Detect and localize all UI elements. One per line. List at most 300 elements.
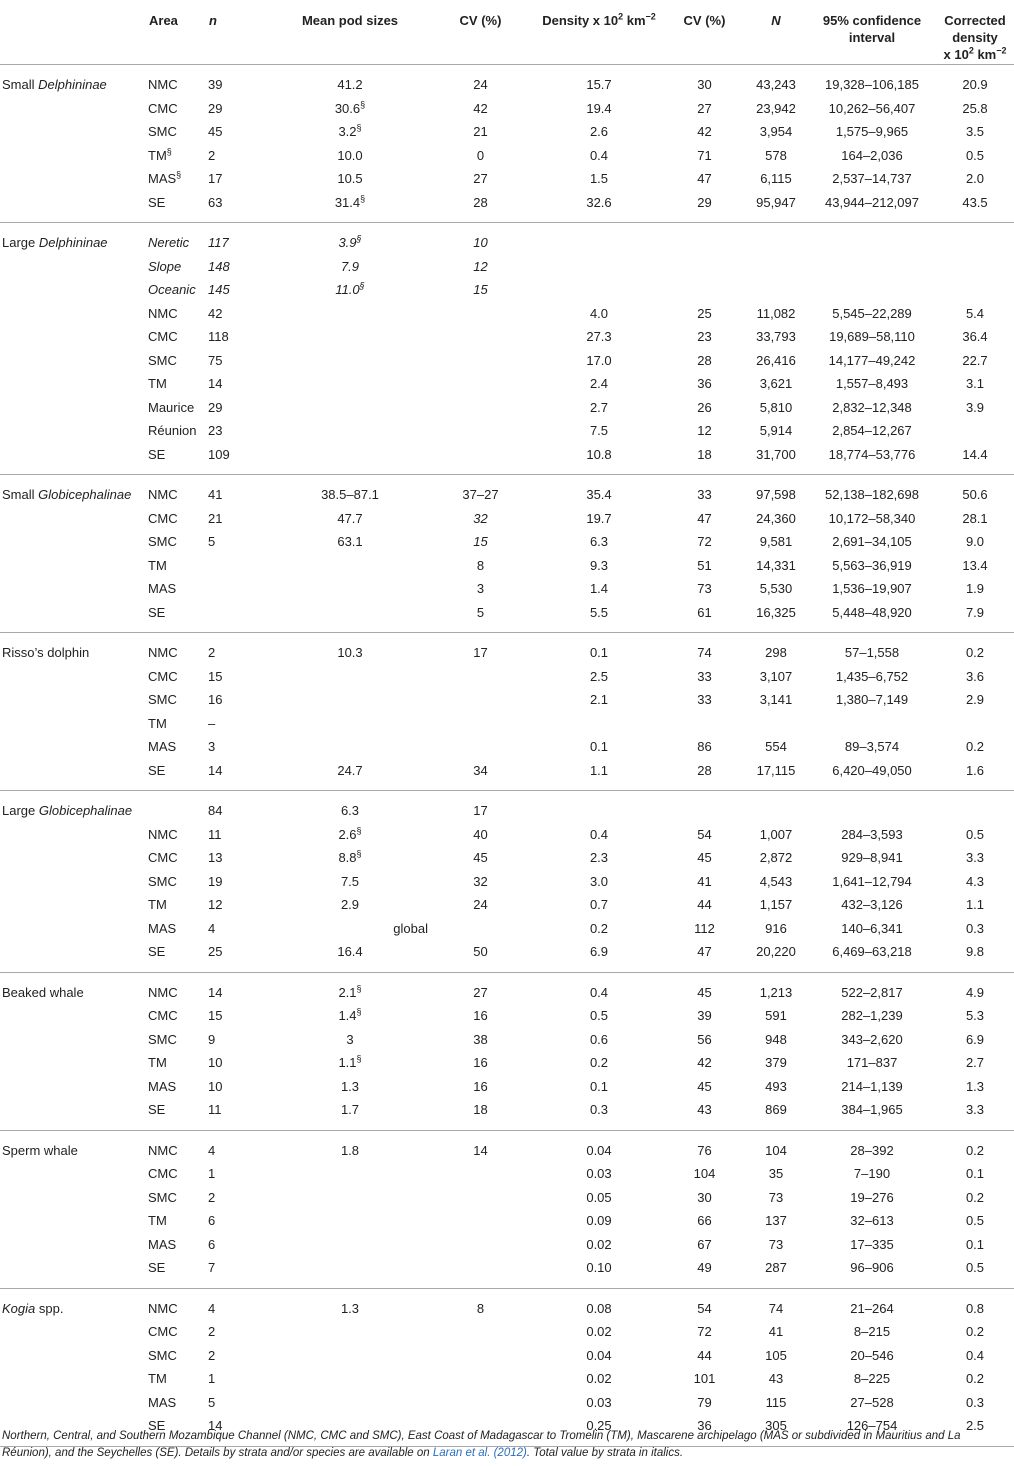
area-cell — [148, 372, 208, 396]
table-row — [0, 846, 1014, 870]
area-value: TM — [148, 147, 167, 163]
n-cell: 2 — [208, 645, 216, 660]
cv2-cell: 45 — [697, 850, 712, 865]
mean-pod-value: 63.1 — [337, 534, 363, 549]
density-cell: 0.7 — [589, 897, 609, 912]
cv2-cell: 86 — [697, 739, 712, 754]
table-row — [0, 601, 1014, 633]
table-footnote: Northern, Central, and Southern Mozambique Channel (NMC, CMC and SMC), East Coast of Madagascar to Tromelin (TM), Mascarene archipelago (MAS or subdivided in Mauritius and La Réunion), and the Seychelles (SE). Details by strata and/or species are available on Laran et al. (2012). Total value by strata in italics. — [2, 1430, 961, 1459]
species-cell — [0, 1344, 148, 1368]
mean-pod-value: 30.6 — [334, 100, 361, 116]
cv1-cell — [428, 372, 533, 396]
n-cell: 23 — [208, 423, 223, 438]
cv1-cell: 50 — [428, 940, 533, 972]
species-cell — [0, 278, 148, 302]
ci-cell: 2,832–12,348 — [832, 399, 912, 415]
species-cell — [0, 1288, 148, 1320]
header-ci: 95% confidence interval — [808, 0, 936, 65]
density-cell: 0.10 — [533, 1256, 665, 1288]
area-value: SMC — [148, 1031, 177, 1047]
table-row — [0, 255, 1014, 279]
species-cell — [0, 1051, 148, 1075]
species-cell — [0, 120, 148, 144]
area-value: Maurice — [148, 399, 195, 415]
n-cell: 75 — [208, 352, 223, 368]
ci-cell: 6,420–49,050 — [808, 759, 936, 791]
area-value: CMC — [148, 329, 178, 344]
cv1-cell: 16 — [473, 1078, 488, 1094]
area-value: MAS — [148, 1078, 177, 1094]
mean-pod-cell — [272, 1320, 428, 1344]
area-value: TM — [148, 376, 167, 391]
cv1-cell: 16 — [473, 1055, 488, 1070]
cv1-cell — [428, 1256, 533, 1288]
species-cell — [0, 144, 148, 168]
ci-cell — [808, 278, 936, 302]
density-cell: 2.7 — [589, 399, 609, 415]
cv1-cell — [428, 419, 533, 443]
header-cv2: CV (%) — [665, 0, 744, 65]
area-value: MAS — [148, 1236, 177, 1252]
density-cell: 0.25 — [533, 1414, 665, 1446]
cv1-cell — [428, 665, 533, 689]
density-cell: 0.08 — [586, 1300, 612, 1316]
mean-pod-cell — [272, 372, 428, 396]
area-value: SMC — [148, 692, 177, 707]
n-cell: 14 — [208, 984, 223, 1000]
abundance-cell: 17,115 — [744, 759, 808, 791]
mean-pod-value: 10.5 — [337, 171, 363, 186]
mean-pod-value: 1.1 — [338, 1055, 357, 1070]
table-row — [0, 507, 1014, 531]
abundance-cell: 4,543 — [759, 873, 793, 889]
area-cell — [148, 791, 208, 823]
area-cell — [148, 870, 208, 894]
n-cell: 3 — [208, 739, 216, 754]
header-row — [0, 0, 1014, 65]
abundance-cell: 73 — [768, 1236, 784, 1252]
density-cell: 19.7 — [586, 510, 612, 526]
n-cell: 84 — [208, 803, 223, 818]
mean-pod-value: 1.8 — [340, 1142, 360, 1158]
n-cell: 4 — [208, 1142, 216, 1158]
species-cell — [0, 665, 148, 689]
table-body — [0, 65, 1014, 1447]
species-cell — [0, 372, 148, 396]
mean-pod-cell — [272, 712, 428, 736]
ci-cell: 18,774–53,776 — [808, 443, 936, 475]
corrected-density-cell: 3.1 — [965, 376, 985, 391]
density-cell — [533, 791, 665, 823]
ci-cell: 522–2,817 — [841, 984, 903, 1000]
section-mark: § — [356, 233, 362, 244]
abundance-cell: 3,107 — [759, 668, 793, 684]
abundance-cell: 5,810 — [759, 399, 793, 415]
corrected-density-cell: 28.1 — [962, 510, 988, 526]
density-cell: 0.5 — [589, 1008, 609, 1023]
cv2-cell: 104 — [693, 1166, 716, 1181]
table-row — [0, 1233, 1014, 1257]
area-cell — [148, 120, 208, 144]
area-cell — [148, 712, 208, 736]
cv2-cell: 44 — [697, 1347, 712, 1363]
area-cell — [148, 223, 208, 255]
species-genus: Kogia — [2, 1300, 36, 1316]
ci-cell: 164–2,036 — [841, 147, 903, 163]
cv2-cell: 101 — [693, 1371, 716, 1386]
density-cell: 0.4 — [589, 147, 609, 163]
abundance-cell: 23,942 — [756, 100, 796, 116]
abundance-cell: 95,947 — [744, 191, 808, 223]
mean-pod-cell — [272, 554, 428, 578]
table-row — [0, 191, 1014, 223]
area-cell — [148, 167, 208, 191]
species-name: Large — [2, 235, 39, 250]
abundance-cell: 2,872 — [759, 850, 793, 865]
area-cell — [148, 302, 208, 326]
citation-link[interactable]: Laran et al. (2012) — [432, 1447, 527, 1459]
density-cell: 2.4 — [589, 376, 609, 391]
cv1-cell: 38 — [473, 1031, 488, 1047]
n-cell: 6 — [208, 1236, 216, 1252]
abundance-cell: 24,360 — [756, 510, 796, 526]
abundance-cell: 6,115 — [760, 171, 792, 186]
abundance-cell: 11,082 — [756, 305, 796, 321]
ci-cell: 57–1,558 — [844, 645, 900, 660]
cv1-cell — [428, 1186, 533, 1210]
cv2-cell: 23 — [697, 329, 712, 344]
n-cell: 5 — [208, 1394, 216, 1410]
n-cell: 14 — [208, 759, 272, 791]
n-cell: 4 — [208, 1300, 216, 1316]
n-cell: 25 — [208, 940, 272, 972]
cv1-cell: 18 — [428, 1098, 533, 1130]
mean-pod-cell — [272, 302, 428, 326]
n-cell: 39 — [208, 77, 223, 92]
ci-cell: 52,138–182,698 — [825, 487, 919, 502]
table-row — [0, 349, 1014, 373]
cv2-cell: 25 — [697, 305, 712, 321]
n-cell: 17 — [208, 171, 223, 186]
cv1-cell: 28 — [428, 191, 533, 223]
mean-pod-cell — [272, 1288, 428, 1320]
mean-pod-cell — [272, 1209, 428, 1233]
mean-pod-value: 1.3 — [340, 1300, 360, 1316]
mean-pod-cell — [272, 419, 428, 443]
area-cell — [148, 1075, 208, 1099]
n-cell: 2 — [208, 1324, 216, 1339]
density-cell: 0.1 — [589, 1078, 609, 1094]
cv1-cell — [428, 688, 533, 712]
ci-cell — [808, 712, 936, 736]
species-cell — [0, 507, 148, 531]
corrected-density-cell: 2.0 — [965, 171, 985, 186]
species-name: Large — [2, 803, 39, 818]
mean-pod-cell — [272, 893, 428, 917]
area-cell — [148, 191, 208, 223]
mean-pod-cell — [272, 97, 428, 121]
cv2-cell: 112 — [694, 920, 715, 936]
table-row — [0, 972, 1014, 1004]
mean-pod-cell — [272, 1162, 428, 1186]
abundance-cell: 3,141 — [759, 692, 793, 707]
n-cell: 42 — [208, 305, 223, 321]
cv1-cell: 27 — [473, 984, 488, 1000]
cv2-cell: 76 — [697, 1142, 712, 1158]
species-cell — [0, 870, 148, 894]
ci-cell: 19–276 — [850, 1189, 894, 1205]
density-cell: 0.4 — [589, 984, 609, 1000]
abundance-cell: 3,954 — [759, 124, 793, 139]
species-name: Beaked whale — [2, 984, 84, 1000]
ci-cell — [808, 255, 936, 279]
cv1-cell — [428, 712, 533, 736]
area-value: SMC — [148, 124, 177, 139]
ci-cell: 43,944–212,097 — [808, 191, 936, 223]
area-value: SE — [148, 762, 166, 778]
table-row — [0, 475, 1014, 507]
mean-pod-cell — [272, 823, 428, 847]
area-cell — [148, 1028, 208, 1052]
table-row — [0, 823, 1014, 847]
mean-pod-value: 1.3 — [340, 1078, 360, 1094]
cv1-cell: 21 — [473, 124, 488, 139]
ci-cell: 171–837 — [846, 1055, 898, 1070]
corrected-density-cell: 0.5 — [965, 1213, 985, 1228]
corrected-density-cell: 6.9 — [965, 1031, 985, 1047]
corrected-density-cell: 0.5 — [965, 147, 985, 163]
cv2-cell: 74 — [697, 645, 712, 660]
species-name: Sperm whale — [2, 1142, 78, 1158]
area-cell — [148, 278, 208, 302]
table-row — [0, 1075, 1014, 1099]
area-value: SE — [148, 944, 166, 959]
cv1-cell — [428, 1162, 533, 1186]
ci-cell: 384–1,965 — [808, 1098, 936, 1130]
cv1-cell: 5 — [428, 601, 533, 633]
header-N: N — [744, 0, 808, 65]
corrected-density-cell: 25.8 — [962, 100, 988, 116]
cv2-cell: 27 — [697, 100, 712, 116]
species-cell — [0, 97, 148, 121]
corrected-density-cell: 4.3 — [965, 873, 985, 889]
mean-pod-value: 41.2 — [337, 77, 363, 92]
abundance-cell: 43,243 — [756, 77, 796, 92]
n-cell: 10 — [208, 1078, 223, 1094]
n-cell: 10 — [208, 1055, 223, 1070]
cv1-cell — [428, 1233, 533, 1257]
corrected-density-cell — [936, 223, 1014, 255]
cv1-cell — [428, 1209, 533, 1233]
corrected-density-cell — [936, 791, 1014, 823]
abundance-cell: 1,213 — [759, 984, 793, 1000]
area-value: SE — [148, 1102, 166, 1117]
ci-cell: 27–528 — [850, 1394, 894, 1410]
ci-cell: 28–392 — [850, 1142, 894, 1158]
cv2-cell: 33 — [697, 692, 712, 707]
density-cell — [533, 278, 665, 302]
area-value: MAS — [148, 739, 177, 754]
corrected-density-cell: 22.7 — [962, 352, 988, 368]
ci-cell: 19,328–106,185 — [825, 77, 919, 92]
density-cell: 5.5 — [533, 601, 665, 633]
area-value: CMC — [148, 1008, 178, 1023]
abundance-cell: 493 — [765, 1078, 787, 1094]
n-cell — [208, 554, 272, 578]
mean-pod-cell — [272, 1256, 428, 1288]
density-cell — [533, 255, 665, 279]
species-cell — [0, 223, 148, 255]
species-cell — [0, 917, 148, 941]
cv2-cell — [665, 278, 744, 302]
area-cell — [148, 255, 208, 279]
abundance-cell: 16,325 — [744, 601, 808, 633]
ci-cell: 10,172–58,340 — [828, 510, 916, 526]
area-value: NMC — [148, 487, 178, 502]
cv2-cell — [665, 223, 744, 255]
cv1-cell: 12 — [473, 258, 488, 274]
area-cell — [148, 735, 208, 759]
corrected-density-cell: 2.9 — [965, 692, 985, 707]
area-cell — [148, 443, 208, 475]
area-cell — [148, 1256, 208, 1288]
density-cell: 2.3 — [589, 850, 609, 865]
area-value: CMC — [148, 1166, 178, 1181]
section-mark: § — [356, 1006, 362, 1017]
section-mark: § — [176, 169, 182, 180]
cv1-cell: 8 — [476, 557, 485, 573]
area-cell — [148, 419, 208, 443]
n-cell: 1 — [208, 1371, 216, 1386]
area-cell — [148, 1344, 208, 1368]
corrected-density-cell: 9.0 — [965, 534, 985, 549]
mean-pod-cell — [272, 870, 428, 894]
abundance-cell: 105 — [765, 1347, 787, 1363]
mean-pod-cell — [272, 1391, 428, 1415]
area-cell — [148, 507, 208, 531]
area-cell — [148, 530, 208, 554]
mean-pod-cell — [272, 167, 428, 191]
area-value: NMC — [148, 984, 178, 1000]
area-cell — [148, 1209, 208, 1233]
table-row — [0, 65, 1014, 97]
area-cell — [148, 893, 208, 917]
corrected-density-cell: 0.2 — [965, 1371, 985, 1386]
ci-cell: 214–1,139 — [841, 1078, 903, 1094]
cv1-cell: 16 — [473, 1008, 488, 1023]
cv2-cell: 45 — [697, 1078, 712, 1094]
abundance-cell: 379 — [765, 1055, 787, 1070]
ci-cell: 32–613 — [850, 1213, 894, 1228]
species-cell — [0, 688, 148, 712]
table-row — [0, 167, 1014, 191]
area-value: SMC — [148, 1347, 177, 1363]
mean-pod-cell — [272, 972, 428, 1004]
mean-pod-cell — [272, 688, 428, 712]
cv1-cell — [428, 396, 533, 420]
cv1-cell — [428, 325, 533, 349]
species-cell — [0, 1256, 148, 1288]
species-cell — [0, 396, 148, 420]
corrected-density-cell — [936, 255, 1014, 279]
area-cell — [148, 1320, 208, 1344]
cv1-cell — [428, 1391, 533, 1415]
mean-pod-cell — [272, 65, 428, 97]
corrected-density-cell: 0.3 — [965, 920, 985, 936]
abundance-cell: 9,581 — [759, 534, 793, 549]
mean-pod-value: 2.1 — [338, 984, 357, 1000]
cv1-cell: 14 — [473, 1142, 488, 1158]
cv2-cell: 71 — [697, 147, 712, 163]
mean-pod-value: 2.9 — [340, 897, 360, 912]
n-cell: 45 — [208, 124, 223, 139]
ci-cell: 8–225 — [853, 1371, 891, 1386]
density-cell: 35.4 — [586, 487, 612, 502]
table-row — [0, 735, 1014, 759]
corrected-density-cell: 0.5 — [965, 826, 985, 842]
abundance-cell — [744, 278, 808, 302]
ci-cell: 7–190 — [853, 1166, 891, 1181]
mean-pod-value: 6.3 — [340, 803, 360, 818]
ci-cell: 2,854–12,267 — [832, 423, 912, 438]
area-cell — [148, 1288, 208, 1320]
density-cell: 0.6 — [589, 1031, 609, 1047]
corrected-density-cell: 0.2 — [965, 739, 985, 754]
area-cell — [148, 633, 208, 665]
cv1-cell: 40 — [473, 826, 488, 842]
section-mark: § — [359, 280, 365, 291]
ci-cell: 21–264 — [850, 1300, 894, 1316]
species-cell — [0, 1098, 148, 1130]
table-row — [0, 302, 1014, 326]
cv2-cell: 54 — [697, 826, 712, 842]
species-cell — [0, 1209, 148, 1233]
area-cell — [148, 1391, 208, 1415]
area-cell — [148, 349, 208, 373]
ci-cell: 1,575–9,965 — [835, 124, 909, 139]
species-name: Small — [2, 77, 39, 92]
corrected-density-cell — [936, 712, 1014, 736]
mean-pod-value: global — [393, 920, 428, 936]
table-row — [0, 1344, 1014, 1368]
area-value: CMC — [148, 100, 178, 116]
area-cell — [148, 1233, 208, 1257]
abundance-cell: 948 — [765, 1031, 787, 1047]
species-cell — [0, 1162, 148, 1186]
table-row — [0, 940, 1014, 972]
ci-cell: 282–1,239 — [841, 1008, 903, 1023]
cv1-cell: 32 — [473, 873, 488, 889]
species-cell — [0, 972, 148, 1004]
area-cell — [148, 846, 208, 870]
area-value: NMC — [148, 1300, 178, 1316]
cv2-cell: 36 — [665, 1414, 744, 1446]
area-cell — [148, 601, 208, 633]
abundance-cell: 305 — [744, 1414, 808, 1446]
mean-pod-cell — [272, 577, 428, 601]
area-value: SMC — [148, 873, 177, 889]
density-cell: 15.7 — [586, 77, 612, 92]
corrected-density-cell: 1.6 — [936, 759, 1014, 791]
section-mark: § — [356, 825, 362, 836]
ci-cell: 126–754 — [808, 1414, 936, 1446]
table-row — [0, 633, 1014, 665]
table-row — [0, 144, 1014, 168]
cv1-cell: 27 — [473, 171, 488, 186]
n-cell — [208, 601, 272, 633]
table-row — [0, 1256, 1014, 1288]
density-cell: 1.1 — [533, 759, 665, 791]
